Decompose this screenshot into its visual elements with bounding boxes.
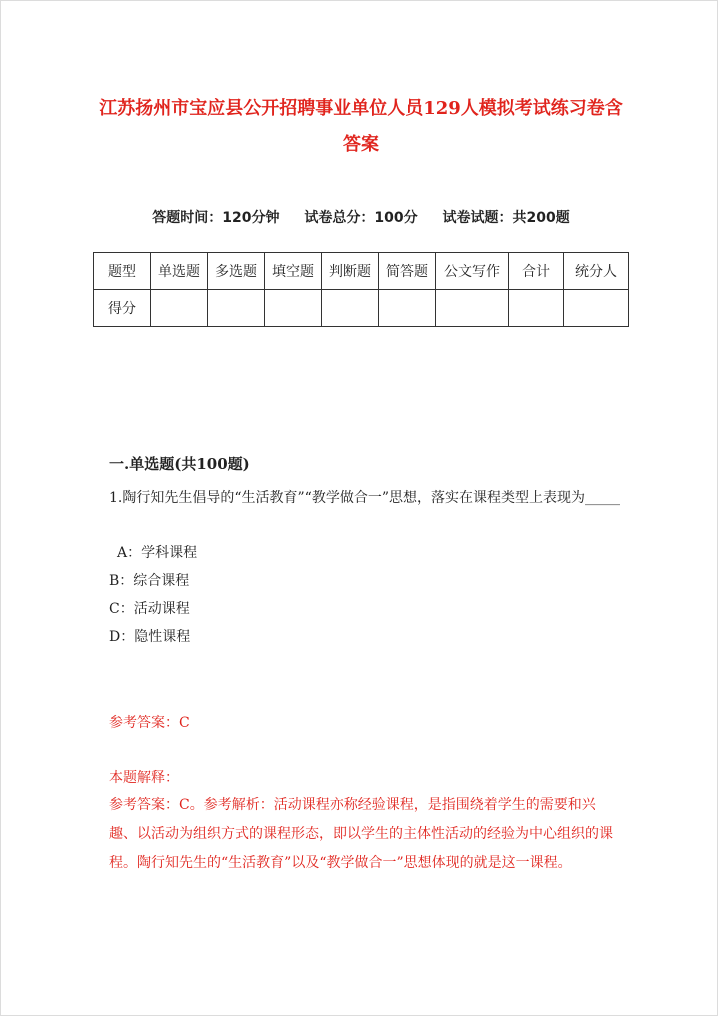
exam-question-count: 试卷试题：共200题 [442,210,570,226]
exam-total-score: 试卷总分：100分 [304,210,418,226]
score-cell [322,290,379,327]
question-text: 1.陶行知先生倡导的“生活教育”“教学做合一”思想，落实在课程类型上表现为_____ [109,490,620,506]
score-header-cell: 合计 [509,253,564,290]
explanation-text: 参考答案：C。参考解析：活动课程亦称经验课程，是指围绕着学生的需要和兴趣、以活动为组织方式的课程形态，即以学生的主体性活动的经验为中心组织的课程。陶行知先生的“生活教育”以及“教学做合一”思想体现的就是这一课程。 [109,797,613,871]
option-b: B：综合课程 [109,573,190,589]
score-header-cell: 简答题 [379,253,436,290]
section-heading: 一.单选题(共100题) [109,455,250,473]
score-header-cell: 统分人 [564,253,629,290]
option-c: C：活动课程 [109,601,190,617]
score-header-cell: 填空题 [265,253,322,290]
score-cell [509,290,564,327]
option-a: A：学科课程 [117,545,198,561]
score-header-cell: 题型 [94,253,151,290]
score-header-cell: 多选题 [208,253,265,290]
score-cell [379,290,436,327]
score-header-cell: 单选题 [151,253,208,290]
score-cell [265,290,322,327]
score-cell [436,290,509,327]
score-table [93,252,629,327]
score-table-header-row [94,253,629,290]
explanation-label: 本题解释： [109,770,179,786]
exam-meta [91,207,631,227]
score-header-cell: 判断题 [322,253,379,290]
score-cell [208,290,265,327]
score-header-cell: 公文写作 [436,253,509,290]
score-cell [151,290,208,327]
score-row-label: 得分 [94,290,151,327]
option-d: D：隐性课程 [109,629,191,645]
score-table-score-row [94,290,629,327]
exam-title: 江苏扬州市宝应县公开招聘事业单位人员129人模拟考试练习卷含答案 [99,98,623,155]
score-cell [564,290,629,327]
exam-time: 答题时间：120分钟 [152,210,280,226]
reference-answer: 参考答案：C [109,715,190,731]
